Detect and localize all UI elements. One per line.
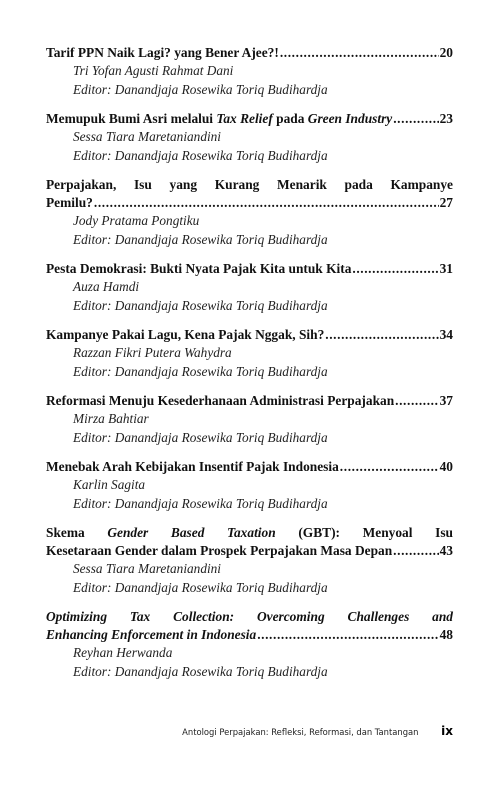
toc-editor: Editor: Danandjaja Rosewika Toriq Budihardja [73, 147, 328, 163]
toc-entry[interactable] [46, 260, 453, 315]
toc-page-number: 43 [439, 543, 453, 558]
toc-entry-title-row [46, 326, 453, 344]
toc-author: Tri Yofan Agusti Rahmat Dani [73, 63, 234, 78]
title-part: (GBT): Menyoal Isu [275, 525, 453, 540]
toc-author: Mirza Bahtiar [73, 411, 149, 426]
toc-page-number: 40 [439, 459, 453, 474]
toc-author: Sessa Tiara Maretaniandini [73, 129, 221, 144]
toc-entry-title: Tarif PPN Naik Lagi? yang Bener Ajee?! [46, 45, 279, 60]
leader-dots [94, 194, 439, 212]
leader-dots [257, 626, 438, 644]
toc-entry[interactable] [46, 110, 453, 165]
toc-page-number: 34 [439, 327, 453, 342]
toc-entry[interactable] [46, 392, 453, 447]
toc-entry-title: Enhancing Enforcement in Indonesia [46, 627, 257, 642]
title-part: Memupuk Bumi Asri melalui [46, 111, 217, 126]
leader-dots [340, 458, 439, 476]
title-part: pada [272, 111, 308, 126]
toc-editor: Editor: Danandjaja Rosewika Toriq Budihardja [73, 663, 328, 679]
title-part-italic: Tax Relief [216, 111, 273, 126]
leader-dots [393, 542, 438, 560]
table-of-contents [46, 44, 453, 692]
toc-entry-title-line1 [46, 524, 453, 542]
title-part: Skema [46, 525, 108, 540]
toc-editor: Editor: Danandjaja Rosewika Toriq Budihardja [73, 429, 328, 445]
toc-editor: Editor: Danandjaja Rosewika Toriq Budihardja [73, 297, 328, 313]
toc-entry-title-row [46, 44, 453, 62]
toc-entry[interactable] [46, 44, 453, 99]
toc-author: Karlin Sagita [73, 477, 146, 492]
toc-entry[interactable] [46, 176, 453, 249]
toc-entry-title-row [46, 194, 453, 212]
toc-entry[interactable] [46, 524, 453, 597]
leader-dots [280, 44, 439, 62]
toc-page-number: 20 [439, 45, 453, 60]
toc-author: Jody Pratama Pongtiku [73, 213, 200, 228]
toc-entry-title-row [46, 260, 453, 278]
title-part-italic: Green Industry [307, 111, 393, 126]
toc-entry-title: Menebak Arah Kebijakan Insentif Pajak Indonesia [46, 459, 339, 474]
toc-entry-title-row [46, 392, 453, 410]
toc-entry-title-line1: Optimizing Tax Collection: Overcoming Challenges and [46, 609, 453, 624]
toc-page-number: 27 [439, 195, 453, 210]
toc-entry-title-row [46, 110, 453, 128]
leader-dots [393, 110, 438, 128]
toc-entry-title [46, 110, 392, 128]
toc-page-number: 23 [439, 111, 453, 126]
toc-author: Auza Hamdi [73, 279, 140, 294]
toc-entry[interactable] [46, 458, 453, 513]
toc-author: Reyhan Herwanda [73, 645, 173, 660]
toc-entry-title: Kesetaraan Gender dalam Prospek Perpajakan Masa Depan [46, 543, 393, 558]
toc-page-number: 31 [439, 261, 453, 276]
toc-editor: Editor: Danandjaja Rosewika Toriq Budihardja [73, 579, 328, 595]
footer-book-title: Antologi Perpajakan: Refleksi, Reformasi, dan Tantangan [182, 727, 419, 737]
toc-entry[interactable] [46, 326, 453, 381]
footer-page-number: ix [441, 724, 453, 738]
toc-entry[interactable] [46, 608, 453, 681]
leader-dots [325, 326, 438, 344]
toc-entry-title-row [46, 542, 453, 560]
toc-editor: Editor: Danandjaja Rosewika Toriq Budihardja [73, 81, 328, 97]
toc-editor: Editor: Danandjaja Rosewika Toriq Budihardja [73, 363, 328, 379]
toc-entry-title: Pesta Demokrasi: Bukti Nyata Pajak Kita untuk Kita [46, 261, 352, 276]
toc-entry-title-line1: Perpajakan, Isu yang Kurang Menarik pada Kampanye [46, 177, 453, 192]
toc-entry-title: Pemilu? [46, 195, 93, 210]
toc-editor: Editor: Danandjaja Rosewika Toriq Budihardja [73, 495, 328, 511]
toc-entry-title: Reformasi Menuju Kesederhanaan Administrasi Perpajakan [46, 393, 395, 408]
toc-page-number: 48 [439, 627, 453, 642]
toc-author: Razzan Fikri Putera Wahydra [73, 345, 232, 360]
toc-page-number: 37 [439, 393, 453, 408]
toc-entry-title: Kampanye Pakai Lagu, Kena Pajak Nggak, Sih? [46, 327, 325, 342]
toc-author: Sessa Tiara Maretaniandini [73, 561, 221, 576]
leader-dots [352, 260, 438, 278]
toc-entry-title-row [46, 626, 453, 644]
toc-entry-title-row [46, 458, 453, 476]
title-part-italic: Gender Based Taxation [107, 525, 276, 540]
toc-editor: Editor: Danandjaja Rosewika Toriq Budihardja [73, 231, 328, 247]
leader-dots [395, 392, 438, 410]
page-footer [0, 724, 453, 738]
